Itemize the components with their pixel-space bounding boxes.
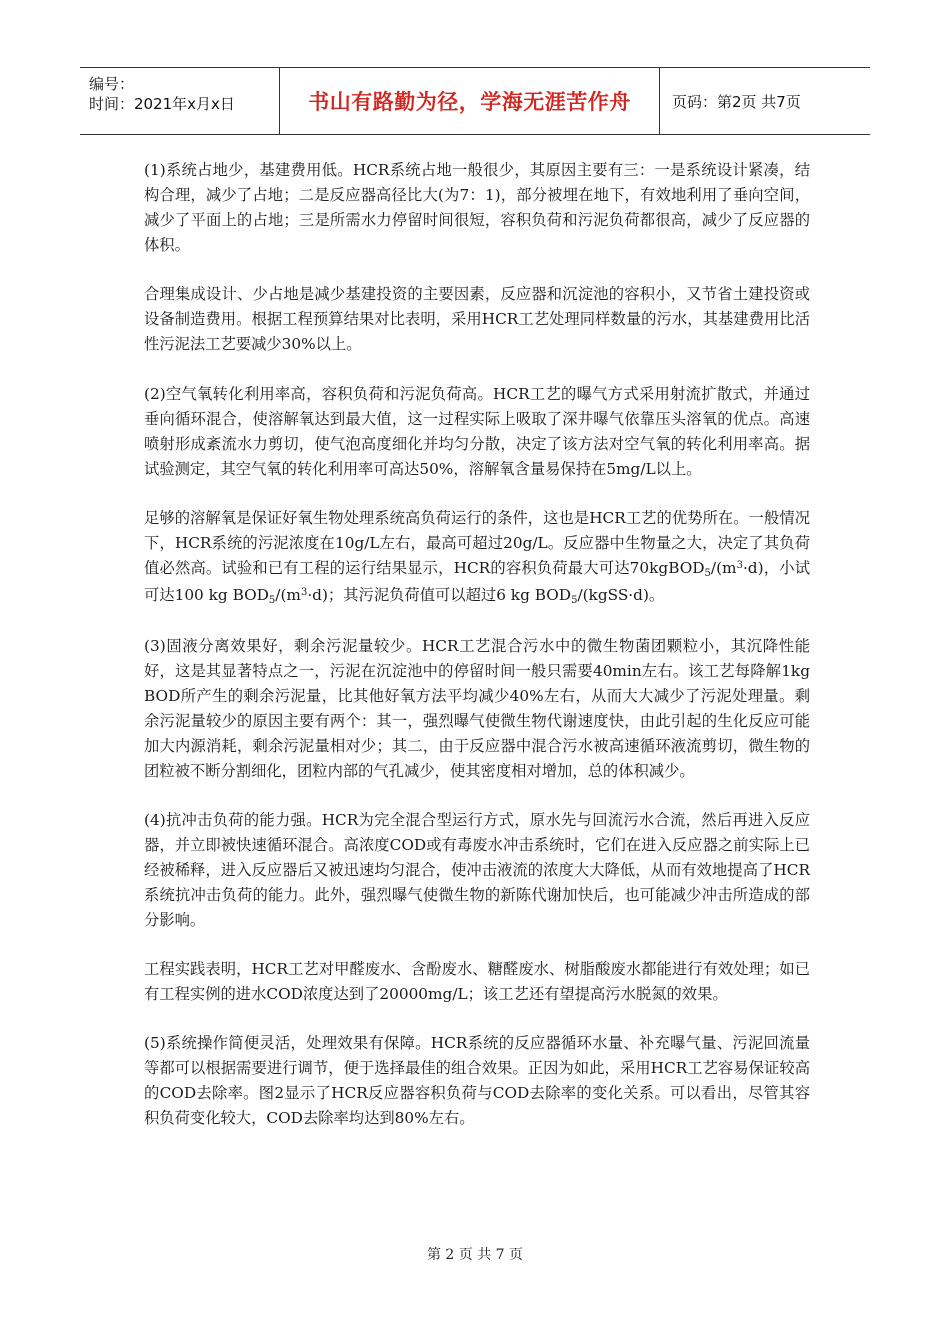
page-header	[80, 67, 870, 135]
paragraph-6: (4)抗冲击负荷的能力强。HCR为完全混合型运行方式，原水先与回流污水合流，然后再进入反应器，并立即被快速循环混合。高浓度COD或有毒废水冲击系统时，它们在进入反应器之前实际上已经被稀释，进入反应器后又被迅速均匀混合，使冲击液流的浓度大大降低，从而有效地提高了HCR系统抗冲击负荷的能力。此外，强烈曝气使微生物的新陈代谢加快后，也可能减少冲击所造成的部分影响。	[144, 811, 810, 929]
paragraph-2: 合理集成设计、少占地是减少基建投资的主要因素，反应器和沉淀池的容积小，又节省土建投资或设备制造费用。根据工程预算结果对比表明，采用HCR工艺处理同样数量的污水，其基建费用比活性污泥法工艺要减少30%以上。	[144, 285, 810, 353]
paragraph-1: (1)系统占地少，基建费用低。HCR系统占地一般很少，其原因主要有三：一是系统设计紧凑，结构合理，减少了占地；二是反应器高径比大(为7：1)，部分被埋在地下，有效地利用了垂向空间，减少了平面上的占地；三是所需水力停留时间很短，容积负荷和污泥负荷都很高，减少了反应器的体积。	[144, 161, 810, 254]
document-date-label: 时间：2021年x月x日	[89, 95, 235, 113]
paragraph-5: (3)固液分离效果好，剩余污泥量较少。HCR工艺混合污水中的微生物菌团颗粒小，其沉降性能好，这是其显著特点之一，污泥在沉淀池中的停留时间一般只需要40min左右。该工艺每降解1kg BOD所产生的剩余污泥量，比其他好氧方法平均减少40%左右，从而大大减少了污泥处理量。剩余污泥量较少的原因主要有两个：其一，强烈曝气使微生物代谢速度快，由此引起的生化反应可能加大内源消耗，剩余污泥量相对少；其二，由于反应器中混合污水被高速循环液流剪切，微生物的团粒被不断分割细化，团粒内部的气孔减少，使其密度相对增加，总的体积减少。	[144, 637, 810, 780]
paragraph-3: (2)空气氧转化利用率高，容积负荷和污泥负荷高。HCR工艺的曝气方式采用射流扩散式，并通过垂向循环混合，使溶解氧达到最大值，这一过程实际上吸取了深井曝气依靠压头溶氧的优点。高速喷射形成紊流水力剪切，使气泡高度细化并均匀分散，决定了该方法对空气氧的转化利用率高。据试验测定，其空气氧的转化利用率可高达50%，溶解氧含量易保持在5mg/L以上。	[144, 385, 810, 478]
paragraph-4: 足够的溶解氧是保证好氧生物处理系统高负荷运行的条件，这也是HCR工艺的优势所在。一般情况下，HCR系统的污泥浓度在10g/L左右，最高可超过20g/L。反应器中生物量之大，决定了其负荷值必然高。试验和已有工程的运行结果显示，HCR的容积负荷最大可达$70kgBOD_5/(m^3\cdot d)$，小试可达100 kg $BOD_5/(m^3\cdot d)$；其污泥负荷值可以超过6 kg $BOD_5/(kgSS\cdot d)$。	[144, 509, 811, 606]
document-body	[144, 158, 810, 1155]
paragraph-8: (5)系统操作简便灵活，处理效果有保障。HCR系统的反应器循环水量、补充曝气量、污泥回流量等都可以根据需要进行调节，便于选择最佳的组合效果。正因为如此，采用HCR工艺容易保证较高的COD去除率。图2显示了HCR反应器容积负荷与COD去除率的变化关系。可以看出，尽管其容积负荷变化较大，COD去除率均达到80%左右。	[144, 1034, 810, 1127]
document-number-label: 编号：	[89, 75, 135, 93]
page-footer: 第 2 页 共 7 页	[426, 1247, 524, 1263]
header-page-info: 页码：第2页 共7页	[672, 92, 801, 111]
header-motto: 书山有路勤为径，学海无涯苦作舟	[280, 68, 660, 134]
header-meta	[80, 68, 280, 134]
paragraph-7: 工程实践表明，HCR工艺对甲醛废水、含酚废水、糖醛废水、树脂酸废水都能进行有效处理；如已有工程实例的进水COD浓度达到了20000mg/L；该工艺还有望提高污水脱氮的效果。	[144, 960, 810, 1003]
